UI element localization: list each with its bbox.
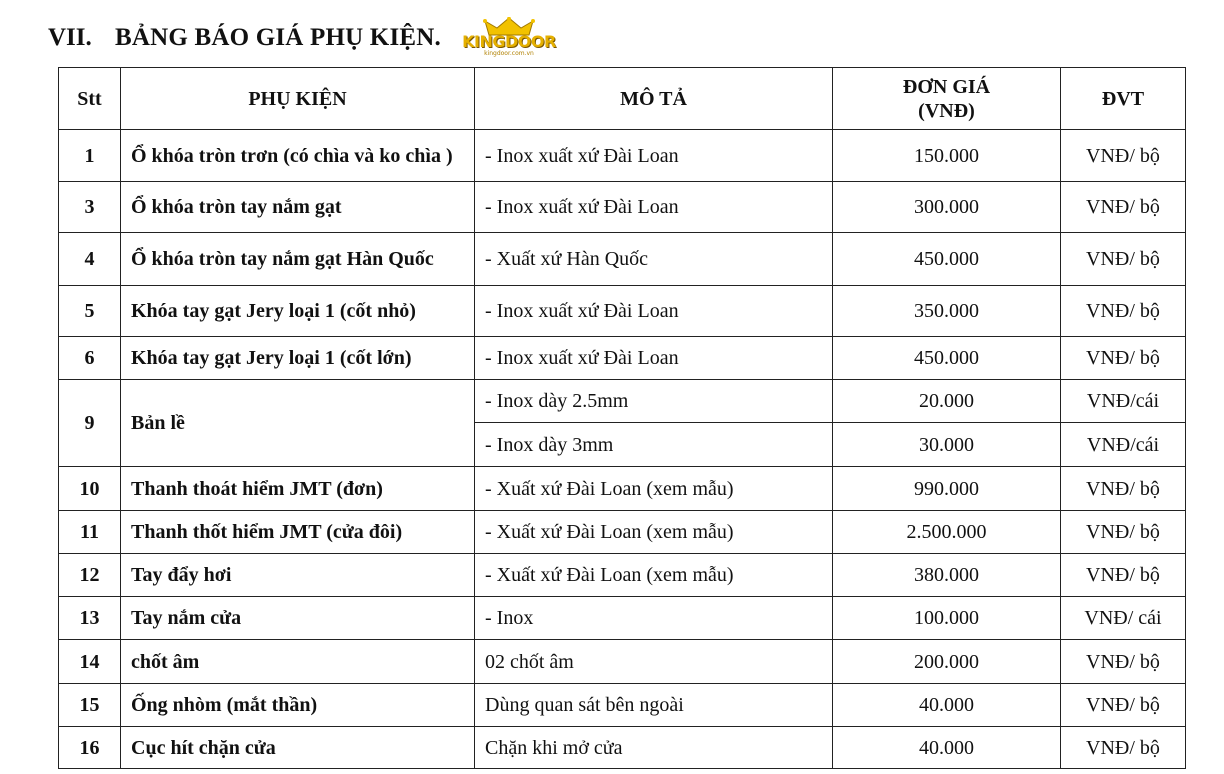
cell-price: 300.000 <box>833 182 1061 233</box>
cell-unit: VNĐ/ bộ <box>1061 182 1186 233</box>
cell-stt: 9 <box>59 380 121 467</box>
cell-name: Khóa tay gạt Jery loại 1 (cốt lớn) <box>121 337 475 380</box>
header-price <box>833 68 1061 130</box>
cell-name: Ổ khóa tròn tay nắm gạt <box>121 182 475 233</box>
cell-unit: VNĐ/ bộ <box>1061 286 1186 337</box>
cell-name: Ống nhòm (mắt thần) <box>121 684 475 727</box>
cell-name: Ổ khóa tròn tay nắm gạt Hàn Quốc <box>121 233 475 286</box>
cell-price: 990.000 <box>833 467 1061 511</box>
cell-desc: 02 chốt âm <box>475 640 833 684</box>
cell-unit: VNĐ/ bộ <box>1061 684 1186 727</box>
section-number: VII. <box>48 24 92 51</box>
cell-stt: 3 <box>59 182 121 233</box>
cell-unit: VNĐ/cái <box>1061 423 1186 467</box>
cell-name: Tay đẩy hơi <box>121 554 475 597</box>
cell-stt: 5 <box>59 286 121 337</box>
cell-stt: 14 <box>59 640 121 684</box>
cell-desc: - Inox dày 3mm <box>475 423 833 467</box>
cell-unit: VNĐ/ bộ <box>1061 233 1186 286</box>
cell-name: Thanh thốt hiểm JMT (cửa đôi) <box>121 511 475 554</box>
kingdoor-logo <box>461 17 557 59</box>
cell-price: 380.000 <box>833 554 1061 597</box>
cell-desc: - Inox dày 2.5mm <box>475 380 833 423</box>
cell-name: Cục hít chặn cửa <box>121 727 475 769</box>
logo-site-text: kingdoor.com.vn <box>484 50 534 57</box>
cell-unit: VNĐ/ bộ <box>1061 727 1186 769</box>
table-row <box>59 337 1186 380</box>
table-row <box>59 597 1186 640</box>
cell-price: 40.000 <box>833 684 1061 727</box>
section-title: BẢNG BÁO GIÁ PHỤ KIỆN. <box>115 24 441 51</box>
table-row <box>59 727 1186 769</box>
table-row <box>59 640 1186 684</box>
cell-desc: Dùng quan sát bên ngoài <box>475 684 833 727</box>
table-row <box>59 130 1186 182</box>
cell-desc: Chặn khi mở cửa <box>475 727 833 769</box>
table-row <box>59 233 1186 286</box>
cell-desc: - Inox xuất xứ Đài Loan <box>475 337 833 380</box>
cell-unit: VNĐ/cái <box>1061 380 1186 423</box>
cell-price: 350.000 <box>833 286 1061 337</box>
cell-name: Thanh thoát hiểm JMT (đơn) <box>121 467 475 511</box>
cell-stt: 1 <box>59 130 121 182</box>
cell-price: 200.000 <box>833 640 1061 684</box>
cell-desc: - Inox xuất xứ Đài Loan <box>475 286 833 337</box>
header-price-line1: ĐƠN GIÁ <box>902 75 991 98</box>
cell-desc: - Xuất xứ Đài Loan (xem mẫu) <box>475 554 833 597</box>
cell-stt: 4 <box>59 233 121 286</box>
cell-price: 150.000 <box>833 130 1061 182</box>
cell-name: Ổ khóa tròn trơn (có chìa và ko chìa ) <box>121 130 475 182</box>
cell-stt: 15 <box>59 684 121 727</box>
cell-name: chốt âm <box>121 640 475 684</box>
table-row <box>59 182 1186 233</box>
cell-stt: 11 <box>59 511 121 554</box>
cell-name: Bản lề <box>121 380 475 467</box>
cell-price: 100.000 <box>833 597 1061 640</box>
cell-desc: - Inox <box>475 597 833 640</box>
cell-unit: VNĐ/ bộ <box>1061 554 1186 597</box>
cell-unit: VNĐ/ bộ <box>1061 640 1186 684</box>
cell-price: 2.500.000 <box>833 511 1061 554</box>
table-row <box>59 511 1186 554</box>
header-stt: Stt <box>59 68 121 130</box>
cell-price: 30.000 <box>833 423 1061 467</box>
cell-unit: VNĐ/ bộ <box>1061 467 1186 511</box>
cell-desc: - Inox xuất xứ Đài Loan <box>475 130 833 182</box>
cell-price: 450.000 <box>833 233 1061 286</box>
header-unit: ĐVT <box>1061 68 1186 130</box>
cell-unit: VNĐ/ bộ <box>1061 511 1186 554</box>
header-price-line2: (VNĐ) <box>918 99 975 122</box>
table-row <box>59 380 1186 423</box>
cell-price: 40.000 <box>833 727 1061 769</box>
table-row <box>59 554 1186 597</box>
logo-brand-text: KINGDOOR <box>462 32 556 51</box>
cell-desc: - Xuất xứ Đài Loan (xem mẫu) <box>475 511 833 554</box>
cell-price: 450.000 <box>833 337 1061 380</box>
cell-stt: 16 <box>59 727 121 769</box>
cell-price: 20.000 <box>833 380 1061 423</box>
price-table <box>58 67 1186 769</box>
cell-unit: VNĐ/ cái <box>1061 597 1186 640</box>
cell-name: Khóa tay gạt Jery loại 1 (cốt nhỏ) <box>121 286 475 337</box>
cell-unit: VNĐ/ bộ <box>1061 130 1186 182</box>
header-accessory: PHỤ KIỆN <box>121 68 475 130</box>
cell-desc: - Xuất xứ Đài Loan (xem mẫu) <box>475 467 833 511</box>
cell-desc: - Xuất xứ Hàn Quốc <box>475 233 833 286</box>
cell-stt: 10 <box>59 467 121 511</box>
cell-desc: - Inox xuất xứ Đài Loan <box>475 182 833 233</box>
table-row <box>59 286 1186 337</box>
header-description: MÔ TẢ <box>475 68 833 130</box>
cell-stt: 6 <box>59 337 121 380</box>
cell-stt: 13 <box>59 597 121 640</box>
cell-stt: 12 <box>59 554 121 597</box>
table-header-row <box>59 68 1186 130</box>
section-heading <box>48 18 557 58</box>
cell-name: Tay nắm cửa <box>121 597 475 640</box>
table-row <box>59 467 1186 511</box>
table-row <box>59 684 1186 727</box>
cell-unit: VNĐ/ bộ <box>1061 337 1186 380</box>
